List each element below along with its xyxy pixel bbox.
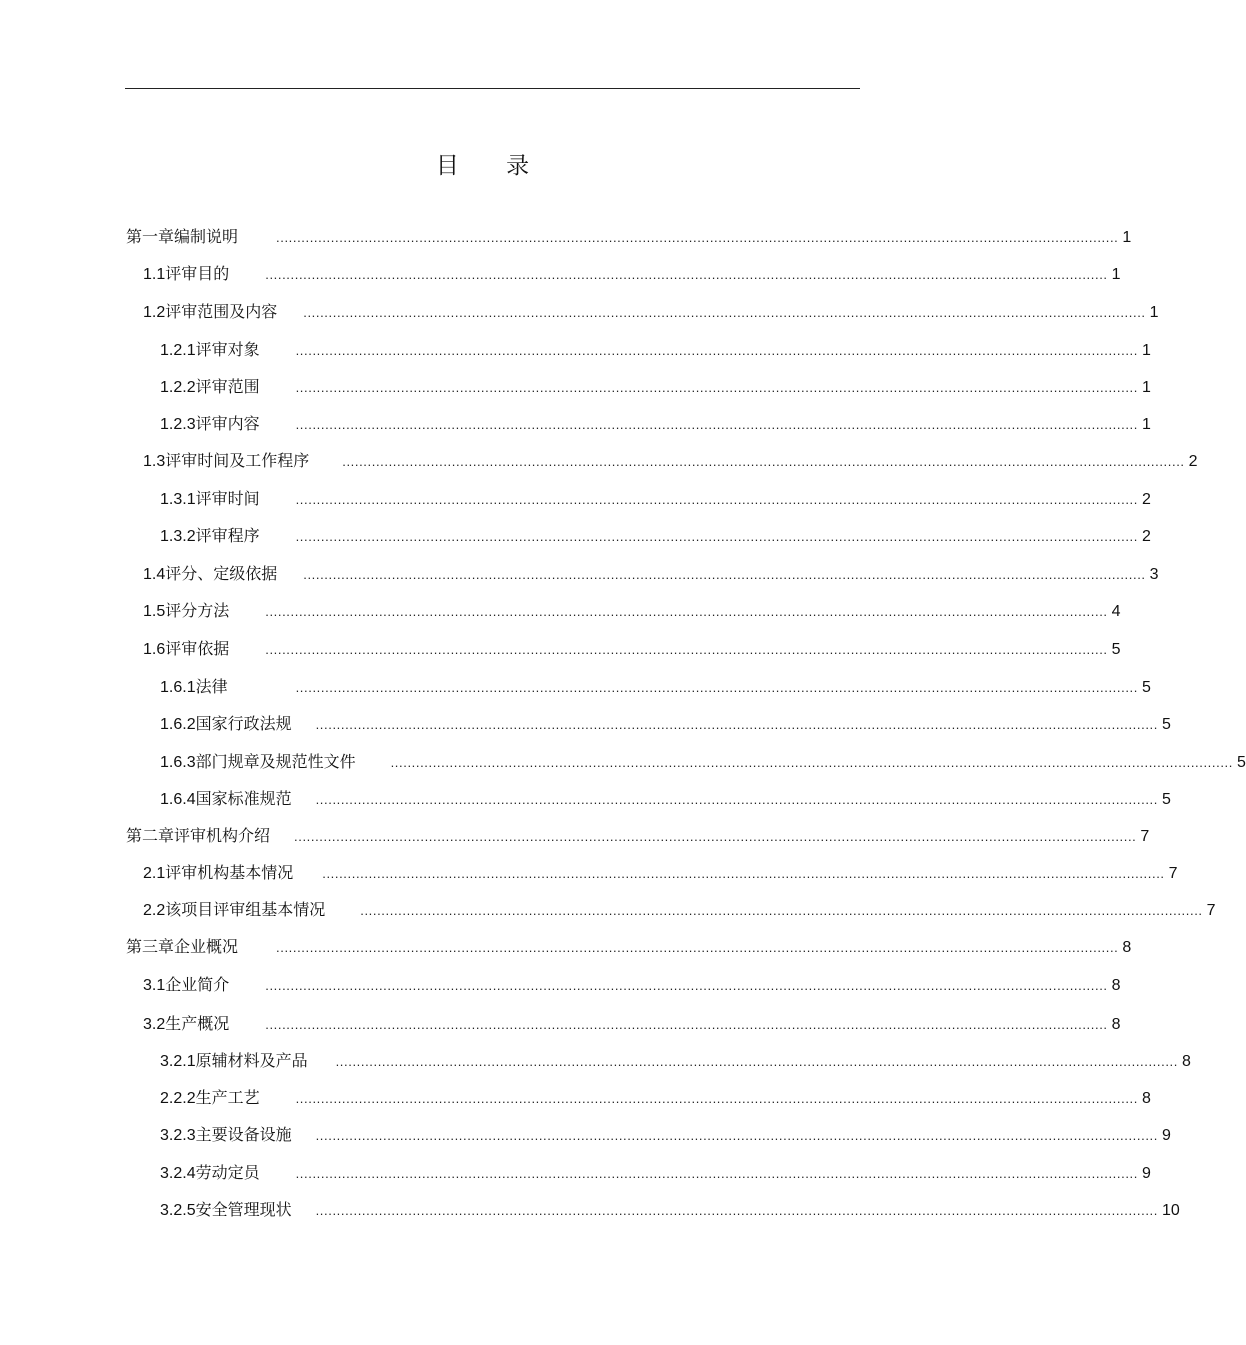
toc-dot-leader: ........................................................................................................................................................................................................: [315, 717, 1158, 732]
toc-entry-number: 1.1: [143, 266, 166, 283]
toc-entry-page: 1: [1141, 379, 1151, 396]
toc-dot-leader: ........................................................................................................................................................................................................: [295, 529, 1138, 544]
toc-entry-page: 8: [1111, 1016, 1121, 1033]
toc-entry-page: 5: [1111, 641, 1121, 658]
toc-entry-page: 2: [1141, 528, 1151, 545]
toc-entry-number: 1.3.1: [160, 491, 196, 508]
toc-entry-number: 1.2.1: [160, 342, 196, 359]
toc-entry[interactable]: [143, 861, 1178, 885]
toc-entry-number: 1.6.1: [160, 679, 196, 696]
toc-entry-page: 5: [1161, 716, 1171, 733]
toc-dot-leader: ........................................................................................................................................................................................................: [294, 829, 1137, 844]
toc-entry-page: 1: [1122, 229, 1132, 246]
toc-dot-leader: ........................................................................................................................................................................................................: [295, 343, 1138, 358]
toc-entry-label: 生产概况: [165, 1014, 230, 1033]
toc-entry-number: 1.6: [143, 641, 166, 658]
toc-entry-number: 1.6.3: [160, 754, 196, 771]
toc-entry-number: 1.3: [143, 453, 166, 470]
toc-dot-leader: ........................................................................................................................................................................................................: [315, 1128, 1158, 1143]
toc-entry-label: 法律: [195, 677, 228, 696]
toc-entry[interactable]: [143, 562, 1159, 586]
toc-entry-label: 评审依据: [165, 639, 230, 658]
toc-entry[interactable]: [160, 750, 1246, 774]
toc-dot-leader: ........................................................................................................................................................................................................: [265, 604, 1108, 619]
toc-entry[interactable]: [143, 1012, 1121, 1036]
toc-entry[interactable]: [160, 524, 1151, 548]
toc-entry[interactable]: [160, 1086, 1151, 1110]
toc-dot-leader: ........................................................................................................................................................................................................: [276, 230, 1119, 245]
toc-entry-label: 评分、定级依据: [165, 564, 278, 583]
toc-entry-label: 评审范围及内容: [165, 302, 278, 321]
toc-entry-page: 8: [1141, 1090, 1151, 1107]
toc-dot-leader: ........................................................................................................................................................................................................: [390, 755, 1233, 770]
toc-dot-leader: ........................................................................................................................................................................................................: [276, 940, 1119, 955]
toc-entry[interactable]: [160, 712, 1171, 736]
toc-entry-label: 评分方法: [165, 601, 230, 620]
toc-entry-label: 编制说明: [174, 227, 239, 246]
toc-entry-number: 1.6.4: [160, 791, 196, 808]
toc-entry-page: 9: [1161, 1127, 1171, 1144]
toc-entry-label: 国家行政法规: [195, 714, 292, 733]
toc-entry-page: 8: [1111, 977, 1121, 994]
toc-entry-number: 3.2.1: [160, 1053, 196, 1070]
toc-dot-leader: ........................................................................................................................................................................................................: [295, 1091, 1138, 1106]
toc-entry-page: 7: [1140, 828, 1150, 845]
toc-entry-page: 8: [1181, 1053, 1191, 1070]
toc-entry[interactable]: [160, 787, 1171, 811]
toc-entry[interactable]: [126, 824, 1150, 848]
toc-entry-label: 国家标准规范: [195, 789, 292, 808]
toc-entry[interactable]: [143, 637, 1121, 661]
toc-entry-label: 该项目评审组基本情况: [165, 900, 326, 919]
toc-entry[interactable]: [143, 898, 1216, 922]
toc-dot-leader: ........................................................................................................................................................................................................: [335, 1054, 1178, 1069]
toc-dot-leader: ........................................................................................................................................................................................................: [322, 866, 1165, 881]
toc-entry-number: 1.2.3: [160, 416, 196, 433]
toc-entry[interactable]: [160, 338, 1151, 362]
toc-entry-number: 第三章: [126, 939, 175, 956]
toc-entry[interactable]: [143, 300, 1159, 324]
toc-entry-page: 8: [1122, 939, 1132, 956]
toc-entry-label: 评审时间及工作程序: [165, 451, 310, 470]
toc-entry-page: 10: [1161, 1202, 1180, 1219]
toc-entry-page: 7: [1168, 865, 1178, 882]
toc-entry-page: 2: [1141, 491, 1151, 508]
toc-entry[interactable]: [160, 1198, 1180, 1222]
toc-entry-page: 1: [1141, 342, 1151, 359]
toc-entry-page: 7: [1206, 902, 1216, 919]
toc-entry-label: 评审时间: [195, 489, 260, 508]
toc-entry[interactable]: [160, 1049, 1191, 1073]
toc-entry-number: 2.1: [143, 865, 166, 882]
toc-entry-page: 1: [1141, 416, 1151, 433]
toc-entry-number: 第二章: [126, 828, 175, 845]
toc-entry[interactable]: [143, 262, 1121, 286]
toc-entry[interactable]: [160, 675, 1151, 699]
toc-entry-label: 评审机构介绍: [174, 826, 271, 845]
toc-entry-label: 评审程序: [195, 526, 260, 545]
toc-dot-leader: ........................................................................................................................................................................................................: [342, 454, 1185, 469]
toc-entry-number: 1.3.2: [160, 528, 196, 545]
toc-dot-leader: ........................................................................................................................................................................................................: [315, 792, 1158, 807]
toc-entry-label: 评审内容: [195, 414, 260, 433]
toc-entry-page: 5: [1236, 754, 1246, 771]
toc-entry-page: 5: [1141, 679, 1151, 696]
toc-entry-label: 部门规章及规范性文件: [195, 752, 356, 771]
toc-entry[interactable]: [160, 487, 1151, 511]
toc-dot-leader: ........................................................................................................................................................................................................: [303, 305, 1146, 320]
toc-entry-page: 2: [1188, 453, 1198, 470]
toc-entry[interactable]: [160, 1161, 1151, 1185]
toc-dot-leader: ........................................................................................................................................................................................................: [265, 642, 1108, 657]
toc-entry[interactable]: [143, 449, 1198, 473]
toc-entry-label: 评审目的: [165, 264, 230, 283]
toc-entry-page: 1: [1111, 266, 1121, 283]
toc-entry[interactable]: [143, 599, 1121, 623]
toc-entry-number: 第一章: [126, 229, 175, 246]
toc-dot-leader: ........................................................................................................................................................................................................: [295, 417, 1138, 432]
toc-entry-number: 3.2.3: [160, 1127, 196, 1144]
toc-entry-label: 安全管理现状: [195, 1200, 292, 1219]
toc-entry-label: 评审机构基本情况: [165, 863, 294, 882]
toc-entry-number: 2.2: [143, 902, 166, 919]
toc-entry-label: 企业概况: [174, 937, 239, 956]
toc-entry[interactable]: [126, 935, 1132, 959]
toc-entry-number: 3.2.5: [160, 1202, 196, 1219]
toc-entry-page: 5: [1161, 791, 1171, 808]
toc-entry[interactable]: [160, 375, 1151, 399]
toc-title: 目 录: [435, 153, 550, 179]
toc-entry-page: 4: [1111, 603, 1121, 620]
toc-entry-label: 原辅材料及产品: [195, 1051, 308, 1070]
toc-dot-leader: ........................................................................................................................................................................................................: [295, 380, 1138, 395]
toc-entry[interactable]: [126, 225, 1132, 249]
toc-dot-leader: ........................................................................................................................................................................................................: [265, 267, 1108, 282]
toc-dot-leader: ........................................................................................................................................................................................................: [265, 1017, 1108, 1032]
toc-entry-label: 生产工艺: [195, 1088, 260, 1107]
toc-dot-leader: ........................................................................................................................................................................................................: [315, 1203, 1158, 1218]
toc-entry-label: 劳动定员: [195, 1163, 260, 1182]
toc-entry-page: 3: [1149, 566, 1159, 583]
toc-dot-leader: ........................................................................................................................................................................................................: [303, 567, 1146, 582]
toc-entry-page: 9: [1141, 1165, 1151, 1182]
toc-entry[interactable]: [160, 412, 1151, 436]
toc-entry-label: 企业简介: [165, 975, 230, 994]
toc-entry-number: 3.2.4: [160, 1165, 196, 1182]
toc-entry-number: 1.2.2: [160, 379, 196, 396]
toc-entry[interactable]: [143, 973, 1121, 997]
toc-entry-label: 评审范围: [195, 377, 260, 396]
toc-entry-label: 评审对象: [195, 340, 260, 359]
toc-dot-leader: ........................................................................................................................................................................................................: [295, 1166, 1138, 1181]
toc-dot-leader: ........................................................................................................................................................................................................: [295, 680, 1138, 695]
toc-entry-number: 3.2: [143, 1016, 166, 1033]
toc-entry-number: 1.2: [143, 304, 166, 321]
toc-entry-number: 2.2.2: [160, 1090, 196, 1107]
toc-entry-number: 1.6.2: [160, 716, 196, 733]
toc-dot-leader: ........................................................................................................................................................................................................: [360, 903, 1203, 918]
toc-entry[interactable]: [160, 1123, 1171, 1147]
toc-dot-leader: ........................................................................................................................................................................................................: [295, 492, 1138, 507]
toc-entry-number: 1.5: [143, 603, 166, 620]
toc-entry-page: 1: [1149, 304, 1159, 321]
toc-dot-leader: ........................................................................................................................................................................................................: [265, 978, 1108, 993]
toc-entry-number: 3.1: [143, 977, 166, 994]
toc-entry-label: 主要设备设施: [195, 1125, 292, 1144]
toc-entry-number: 1.4: [143, 566, 166, 583]
